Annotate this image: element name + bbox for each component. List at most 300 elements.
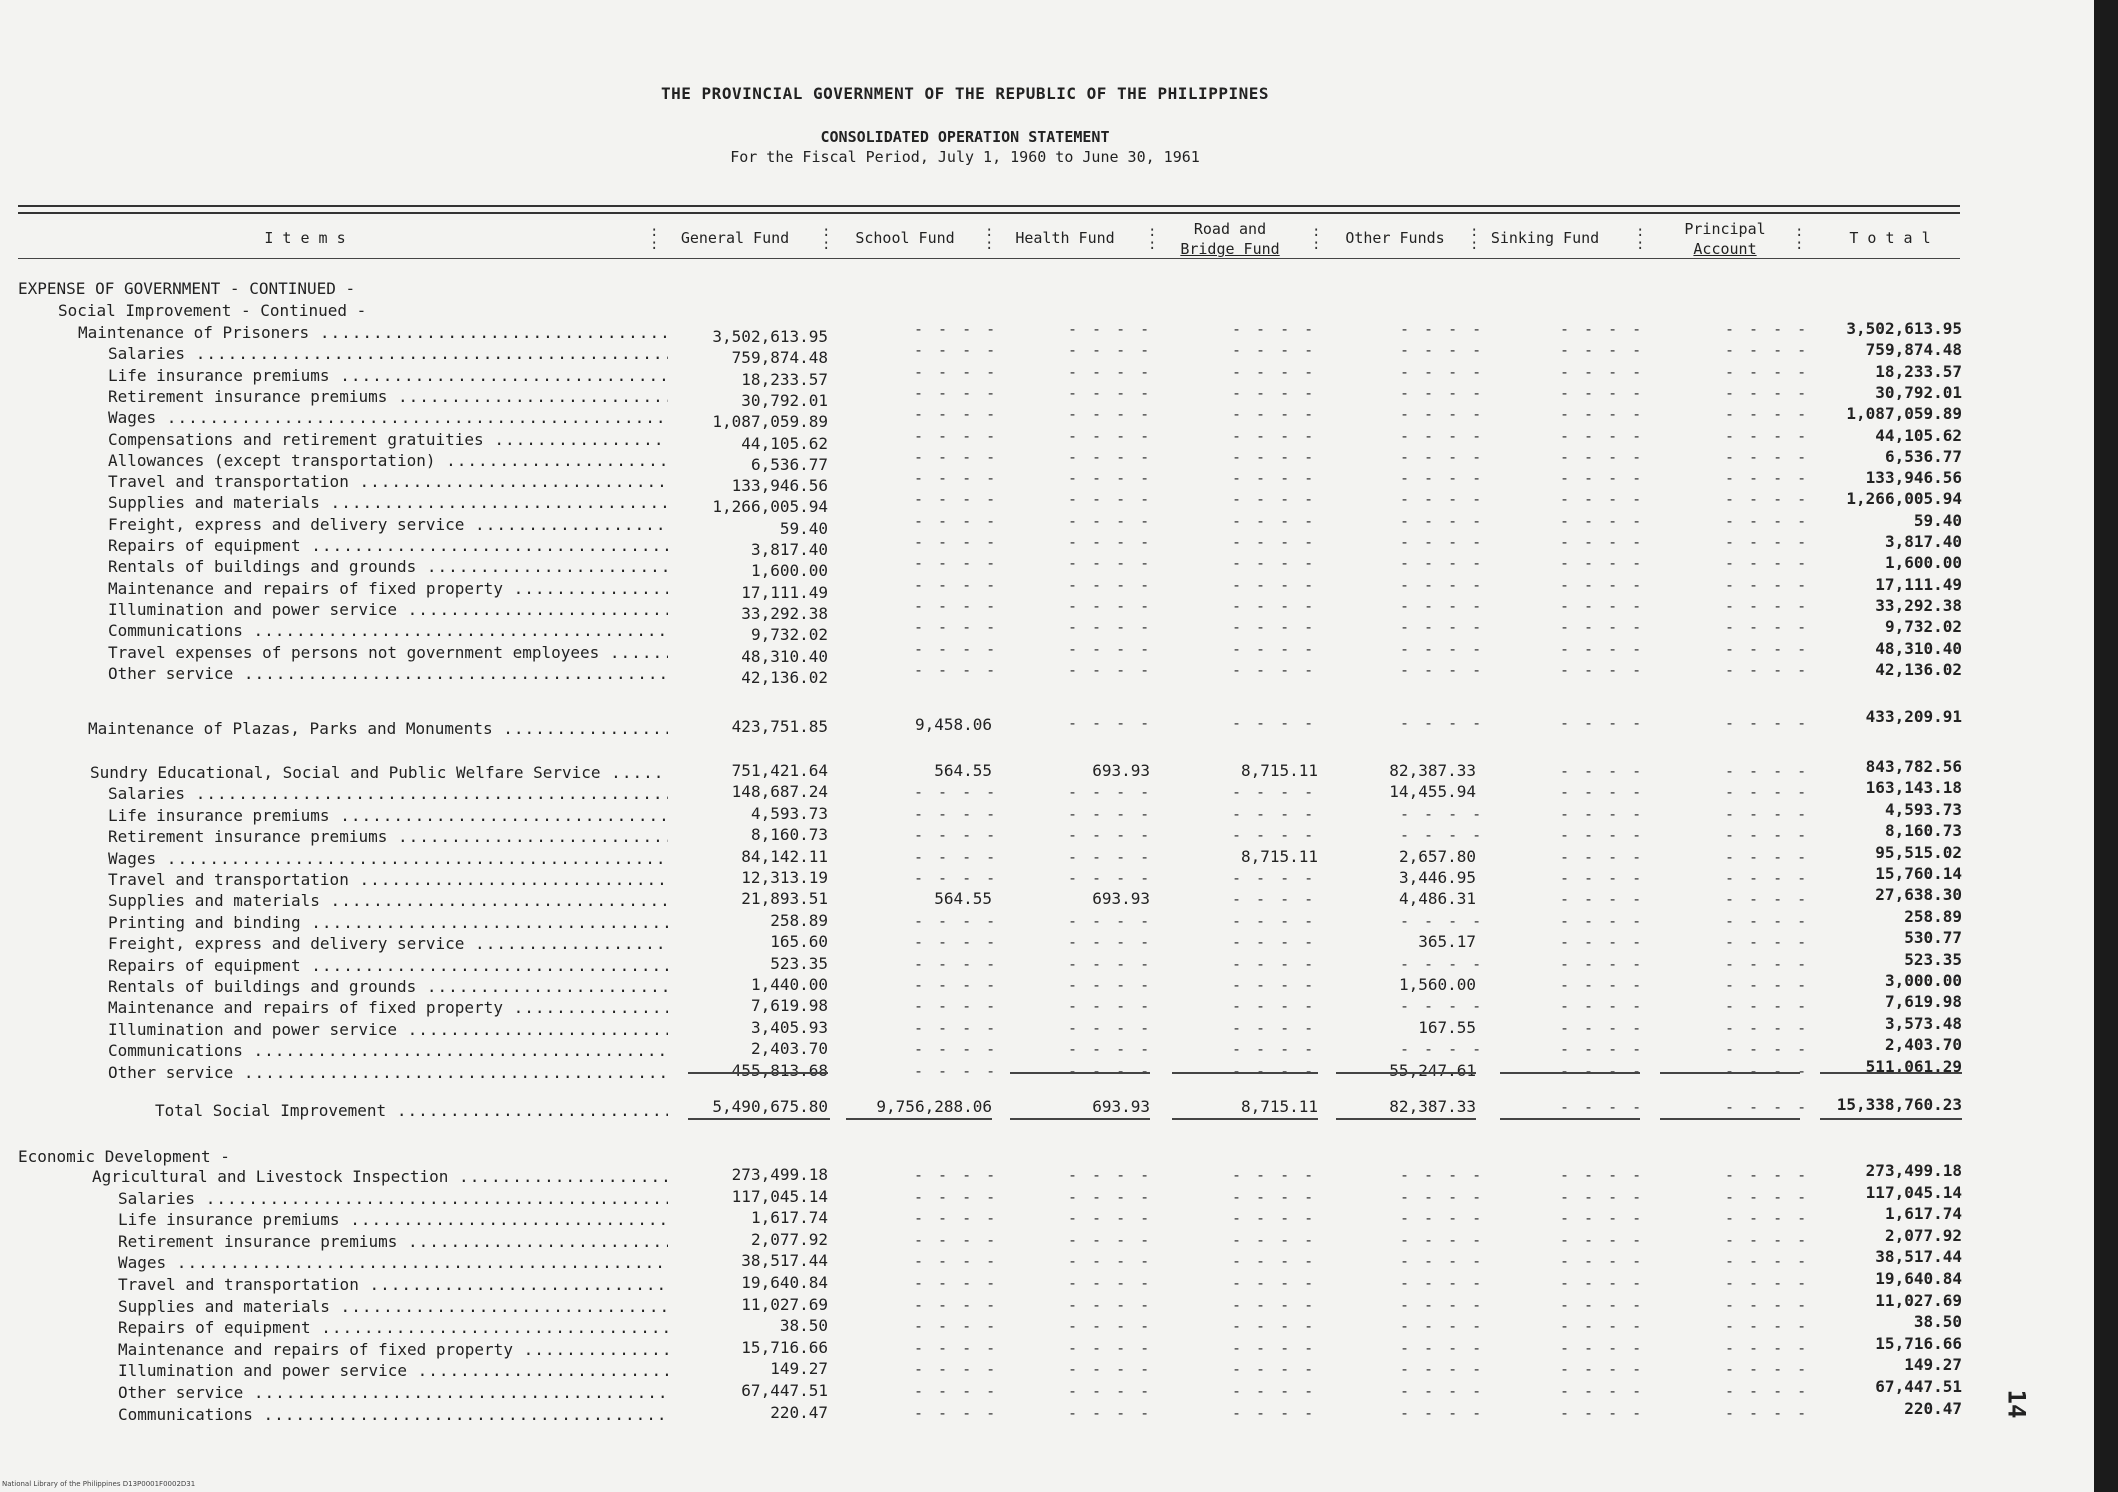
cell-gf: 84,142.11 [741,846,828,866]
cell-dash: - - - - [1232,826,1317,845]
cell-dash: - - - - [1725,1018,1810,1037]
report-fiscal-period: For the Fiscal Period, July 1, 1960 to June 30, 1961 [730,148,1200,166]
cell-dash: - - - - [1232,1040,1317,1059]
cell-total: 95,515.02 [1875,842,1962,862]
cell-dash: - - - - [1725,447,1810,466]
cell-dash: - - - - [1068,1338,1153,1357]
row-label: Repairs of equipment ..... [108,535,668,557]
cell-dash: - - - - [1725,639,1810,658]
cell-dash: - - - - [1400,383,1485,402]
cell-dash: - - - - [1232,362,1317,381]
cell-dash: - - - - [1068,911,1153,930]
row-label: Illumination and power service ..... [108,1019,668,1041]
cell-dash: - - - - [1560,596,1645,615]
cell-dash: - - - - [914,976,999,994]
cell-dash: - - - - [1725,1166,1810,1184]
row-label: Other service ..... [118,1382,668,1404]
cell-dash: - - - - [1232,869,1317,887]
header-column-separator: : : [650,224,659,253]
cell-dash: - - - - [1400,911,1485,930]
col-road-bridge-line1: Road and [1193,220,1267,238]
cell-dash: - - - - [1068,826,1153,845]
cell-dash: - - - - [1560,660,1645,679]
cell-dash: - - - - [1400,1317,1485,1336]
cell-dash: - - - - [914,575,999,594]
cell-dash: - - - - [1725,1230,1810,1249]
scan-footer: National Library of the Philippines D13P0001F0002D31 [2,1480,196,1488]
cell-dash: - - - - [914,1018,999,1037]
cell-gf: 1,087,059.89 [712,412,828,432]
cell-dash: - - - - [1068,1317,1153,1336]
cell-of: 365.17 [1418,932,1476,952]
cell-dash: - - - - [1560,933,1645,952]
cell-gf: 3,817.40 [750,540,828,559]
cell-rb: 8,715.11 [1240,846,1318,866]
cell-of: 3,446.95 [1398,868,1476,887]
row-label: Maintenance and repairs of fixed property ..... [108,997,668,1019]
cell-of: 4,486.31 [1398,889,1476,909]
cell-dash: - - - - [1068,639,1153,658]
cell-total: 1,617.74 [1884,1204,1962,1224]
cell-dash: - - - - [1725,1187,1810,1206]
total-rule [1172,1118,1318,1120]
cell-dash: - - - - [1068,1018,1153,1037]
cell-dash: - - - - [1232,596,1317,615]
cell-dash: - - - - [1725,383,1810,402]
cell-dash: - - - - [914,1338,999,1357]
cell-dash: - - - - [914,997,999,1016]
cell-dash: - - - - [914,490,999,509]
cell-dash: - - - - [1068,511,1153,530]
cell-dash: - - - - [1232,618,1317,637]
cell-gf: 18,233.57 [741,369,828,389]
cell-dash: - - - - [1725,1403,1810,1422]
cell-gf: 42,136.02 [741,667,828,687]
cell-dash: - - - - [1725,1209,1810,1228]
cell-total: 18,233.57 [1875,361,1962,381]
cell-dash: - - - - [914,1209,999,1228]
cell-dash: - - - - [1400,469,1485,488]
cell-dash: - - - - [1400,1040,1485,1059]
col-school-fund: School Fund [855,229,955,247]
cell-dash: - - - - [1560,1317,1645,1336]
cell-gf: 220.47 [770,1402,828,1422]
cell-dash: - - - - [914,1295,999,1314]
cell-dash: - - - - [1232,1360,1317,1379]
report-statement-title: CONSOLIDATED OPERATION STATEMENT [820,128,1110,146]
row-label: Repairs of equipment ..... [108,955,668,977]
cell-total: 530.77 [1904,928,1962,948]
cell-dash: - - - - [1068,660,1153,679]
cell-gf: 59.40 [779,518,828,538]
cell-dash: - - - - [1560,954,1645,973]
cell-total: 15,760.14 [1875,864,1962,883]
cell-dash: - - - - [1068,490,1153,509]
cell-dash: - - - - [1560,762,1645,780]
cell-dash: - - - - [1560,1338,1645,1357]
cell-dash: - - - - [1068,1166,1153,1184]
col-road-bridge-fund [1165,219,1295,259]
cell-dash: - - - - [1725,976,1810,994]
cell-dash: - - - - [914,783,999,802]
cell-dash: - - - - [1400,639,1485,658]
cell-dash: - - - - [1560,383,1645,402]
row-label: Supplies and materials ..... [108,890,668,912]
cell-gf: 15,716.66 [741,1337,828,1357]
cell-dash: - - - - [1725,596,1810,615]
header-rule-top [18,205,1960,207]
cell-dash: - - - - [1560,714,1645,732]
cell-dash: - - - - [1232,714,1317,732]
cell-dash: - - - - [1232,320,1317,338]
cell-dash: - - - - [1725,618,1810,637]
cell-total: 1,600.00 [1884,553,1962,573]
cell-of: 82,387.33 [1389,761,1476,780]
cell-total: 38.50 [1913,1312,1962,1332]
cell-dash: - - - - [1560,826,1645,845]
cell-dash: - - - - [1400,341,1485,360]
cell-gf: 149.27 [770,1359,828,1379]
cell-dash: - - - - [914,447,999,466]
row-label: Life insurance premiums ..... [108,365,668,387]
cell-dash: - - - - [914,1403,999,1422]
cell-dash: - - - - [1400,1166,1485,1184]
cell-dash: - - - - [1560,1061,1645,1080]
cell-total: 3,000.00 [1884,971,1962,990]
row-label: Maintenance and repairs of fixed property ..... [108,578,668,600]
cell-dash: - - - - [1560,1360,1645,1379]
cell-dash: - - - - [1232,890,1317,909]
cell-total: 843,782.56 [1865,757,1962,776]
row-label: Wages ..... [108,407,668,429]
cell-total: 3,817.40 [1884,532,1962,551]
cell-total: 149.27 [1904,1355,1962,1375]
cell-dash: - - - - [1725,1040,1810,1059]
total-rule [1820,1118,1962,1120]
cell-hf: 693.93 [1092,889,1150,909]
cell-dash: - - - - [1232,1295,1317,1314]
cell-gf: 30,792.01 [741,390,828,410]
cell-gf: 133,946.56 [731,476,828,496]
row-label: Travel expenses of persons not government employees ..... [108,642,668,664]
cell-dash: - - - - [1232,1317,1317,1336]
cell-hf: 693.93 [1092,761,1150,780]
cell-gf: 48,310.40 [741,646,828,666]
cell-dash: - - - - [1725,575,1810,594]
cell-dash: - - - - [1560,490,1645,509]
cell-dash: - - - - [1560,804,1645,823]
row-label: Sundry Educational, Social and Public Welfare Service ..... [90,762,668,784]
header-column-separator: : : [822,224,831,253]
row-label: Salaries ..... [118,1188,668,1210]
cell-dash: - - - - [914,1187,999,1206]
cell-of: 2,657.80 [1398,846,1476,866]
cell-dash: - - - - [1400,1338,1485,1357]
cell-gf: 12,313.19 [741,868,828,887]
cell-dash: - - - - [914,511,999,530]
cell-dash: - - - - [914,1317,999,1336]
subtotal-rule [1172,1072,1318,1074]
cell-dash: - - - - [1232,933,1317,952]
row-label: Illumination and power service ..... [108,599,668,621]
cell-dash: - - - - [1725,405,1810,424]
total-rule [1660,1118,1800,1120]
row-label: Freight, express and delivery service ..... [108,933,668,955]
row-label: Retirement insurance premiums ..... [108,826,668,848]
cell-dash: - - - - [914,426,999,445]
cell-total: 433,209.91 [1865,707,1962,726]
row-label: Allowances (except transportation) ..... [108,450,668,472]
cell-total: 7,619.98 [1884,992,1962,1012]
cell-dash: - - - - [1400,1295,1485,1314]
cell-total: 220.47 [1904,1398,1962,1418]
cell-gf: 523.35 [770,953,828,973]
cell-total: 2,077.92 [1884,1225,1962,1245]
total-rule [846,1118,992,1120]
cell-dash: - - - - [1560,997,1645,1016]
row-label: Salaries ..... [108,783,668,805]
cell-dash: - - - - [1400,714,1485,732]
cell-total: 17,111.49 [1875,574,1962,594]
header-column-separator: : : [1470,224,1479,253]
cell-dash: - - - - [1725,533,1810,551]
cell-dash: - - - - [914,869,999,887]
cell-dash: - - - - [1400,954,1485,973]
cell-dash: - - - - [1232,1252,1317,1271]
cell-gf: 759,874.48 [731,348,828,368]
cell-dash: - - - - [914,1061,999,1080]
col-health-fund: Health Fund [1015,229,1115,247]
cell-total: 42,136.02 [1875,659,1962,679]
cell-dash: - - - - [1725,762,1810,780]
subtotal-rule [1336,1072,1476,1074]
header-column-separator: : : [1312,224,1321,253]
cell-total: 38,517.44 [1875,1247,1962,1267]
row-label: Other service ..... [108,1062,668,1084]
cell-dash: - - - - [1232,954,1317,973]
cell-total: 523.35 [1904,949,1962,969]
cell-total: 2,403.70 [1884,1035,1962,1055]
row-label: Agricultural and Livestock Inspection ..... [92,1166,668,1188]
col-total: T o t a l [1849,229,1931,247]
cell-sf: 9,756,288.06 [876,1097,992,1116]
cell-dash: - - - - [1232,426,1317,445]
cell-dash: - - - - [1068,469,1153,488]
cell-total: 4,593.73 [1884,799,1962,819]
col-principal-line2: Account [1693,240,1757,258]
cell-gf: 11,027.69 [741,1294,828,1314]
cell-dash: - - - - [1068,533,1153,551]
cell-dash: - - - - [1232,341,1317,360]
cell-dash: - - - - [1560,320,1645,338]
subtotal-rule [1010,1072,1150,1074]
cell-dash: - - - - [1560,1382,1645,1400]
cell-dash: - - - - [914,618,999,637]
cell-dash: - - - - [1400,1230,1485,1249]
cell-gf: 1,617.74 [750,1208,828,1228]
cell-dash: - - - - [914,341,999,360]
cell-dash: - - - - [1725,869,1810,887]
cell-dash: - - - - [1725,511,1810,530]
cell-gf: 1,266,005.94 [712,497,828,517]
cell-dash: - - - - [1725,911,1810,930]
col-other-funds: Other Funds [1345,229,1445,247]
col-sinking-fund: Sinking Fund [1490,229,1600,247]
cell-total: 511,061.29 [1865,1056,1962,1076]
cell-dash: - - - - [1068,383,1153,402]
scan-edge [2094,0,2118,1492]
cell-dash: - - - - [914,554,999,573]
cell-sf: 564.55 [934,889,992,909]
cell-dash: - - - - [1725,1274,1810,1292]
cell-dash: - - - - [1725,997,1810,1016]
cell-dash: - - - - [1068,618,1153,637]
cell-total: 258.89 [1904,906,1962,926]
cell-dash: - - - - [1068,933,1153,952]
cell-dash: - - - - [1068,997,1153,1016]
cell-dash: - - - - [1068,554,1153,573]
cell-dash: - - - - [1232,783,1317,802]
cell-dash: - - - - [1400,997,1485,1016]
cell-dash: - - - - [1400,804,1485,823]
cell-dash: - - - - [1232,997,1317,1016]
cell-gf: 117,045.14 [731,1186,828,1206]
row-label: Maintenance and repairs of fixed property ..... [118,1339,668,1361]
cell-dash: - - - - [1400,405,1485,424]
cell-dash: - - - - [1068,596,1153,615]
cell-hf: 693.93 [1092,1097,1150,1116]
cell-dash: - - - - [914,320,999,338]
cell-dash: - - - - [1560,1403,1645,1422]
cell-dash: - - - - [1068,341,1153,360]
col-items: I t e m s [264,229,346,247]
cell-total: 1,087,059.89 [1846,404,1962,424]
cell-rb: 8,715.11 [1240,1097,1318,1116]
row-label: Other service ..... [108,663,668,685]
cell-total: 9,732.02 [1884,617,1962,637]
cell-dash: - - - - [1068,976,1153,994]
section-social-heading: Social Improvement - Continued - [58,301,367,320]
cell-gf: 8,160.73 [750,825,828,845]
cell-dash: - - - - [1725,1295,1810,1314]
cell-gf: 2,077.92 [750,1229,828,1249]
cell-dash: - - - - [914,933,999,952]
cell-dash: - - - - [1560,869,1645,887]
subtotal-rule [688,1072,828,1074]
cell-dash: - - - - [1232,660,1317,679]
header-rule-second [18,212,1960,214]
cell-dash: - - - - [1232,1338,1317,1357]
cell-dash: - - - - [1560,447,1645,466]
cell-of: 55,247.61 [1389,1060,1476,1080]
cell-dash: - - - - [914,1382,999,1400]
cell-of: 1,560.00 [1398,975,1476,994]
cell-dash: - - - - [1560,1040,1645,1059]
cell-dash: - - - - [1560,1098,1645,1116]
cell-dash: - - - - [1232,447,1317,466]
cell-dash: - - - - [914,362,999,381]
cell-gf: 33,292.38 [741,603,828,623]
cell-dash: - - - - [1232,639,1317,658]
cell-dash: - - - - [1725,890,1810,909]
cell-of: 167.55 [1418,1017,1476,1037]
report-government-title: THE PROVINCIAL GOVERNMENT OF THE REPUBLIC OF THE PHILIPPINES [661,84,1269,103]
cell-dash: - - - - [914,1040,999,1059]
cell-dash: - - - - [1068,847,1153,866]
cell-dash: - - - - [914,1274,999,1292]
cell-dash: - - - - [1725,1061,1810,1080]
cell-dash: - - - - [1400,826,1485,845]
cell-of: 14,455.94 [1389,782,1476,802]
cell-dash: - - - - [1725,954,1810,973]
cell-dash: - - - - [1232,405,1317,424]
cell-dash: - - - - [1232,911,1317,930]
row-label: Retirement insurance premiums ..... [108,386,668,408]
cell-dash: - - - - [1400,447,1485,466]
cell-dash: - - - - [1232,490,1317,509]
cell-total: 273,499.18 [1865,1161,1962,1180]
cell-dash: - - - - [1560,847,1645,866]
cell-gf: 148,687.24 [731,782,828,802]
cell-dash: - - - - [1068,320,1153,338]
cell-dash: - - - - [1232,469,1317,488]
row-label: Freight, express and delivery service ..... [108,514,668,536]
row-label: Communications ..... [108,620,668,642]
cell-dash: - - - - [1232,1274,1317,1292]
cell-gf: 2,403.70 [750,1039,828,1059]
cell-dash: - - - - [1725,490,1810,509]
subtotal-rule [1500,1072,1640,1074]
cell-dash: - - - - [1232,554,1317,573]
cell-dash: - - - - [1560,511,1645,530]
subtotal-rule [1820,1072,1962,1074]
cell-dash: - - - - [1400,554,1485,573]
cell-dash: - - - - [1232,1382,1317,1400]
cell-dash: - - - - [914,1166,999,1184]
cell-dash: - - - - [1068,405,1153,424]
cell-gf: 4,593.73 [750,803,828,823]
cell-dash: - - - - [914,847,999,866]
cell-dash: - - - - [1560,405,1645,424]
row-label: Travel and transportation ..... [108,869,668,891]
cell-dash: - - - - [1560,1230,1645,1249]
cell-total: 3,502,613.95 [1846,319,1962,338]
cell-dash: - - - - [914,660,999,679]
cell-gf: 1,600.00 [750,561,828,581]
cell-dash: - - - - [1725,426,1810,445]
cell-dash: - - - - [1068,575,1153,594]
cell-dash: - - - - [1560,1252,1645,1271]
cell-of: 82,387.33 [1389,1097,1476,1116]
cell-dash: - - - - [1232,533,1317,551]
cell-gf: 38,517.44 [741,1251,828,1271]
cell-gf: 455,813.68 [731,1060,828,1080]
header-column-separator: : : [1636,224,1645,253]
cell-dash: - - - - [1068,1360,1153,1379]
row-label: Wages ..... [108,848,668,870]
row-label: Rentals of buildings and grounds ..... [108,976,668,998]
cell-dash: - - - - [1725,1098,1810,1116]
cell-dash: - - - - [914,1252,999,1271]
page-number: 14 [2002,1389,2031,1419]
cell-dash: - - - - [1560,1209,1645,1228]
cell-total: 67,447.51 [1875,1377,1962,1396]
cell-total: 33,292.38 [1875,595,1962,615]
cell-dash: - - - - [1232,383,1317,402]
cell-total: 133,946.56 [1865,468,1962,488]
cell-dash: - - - - [1560,1274,1645,1292]
cell-dash: - - - - [1725,847,1810,866]
